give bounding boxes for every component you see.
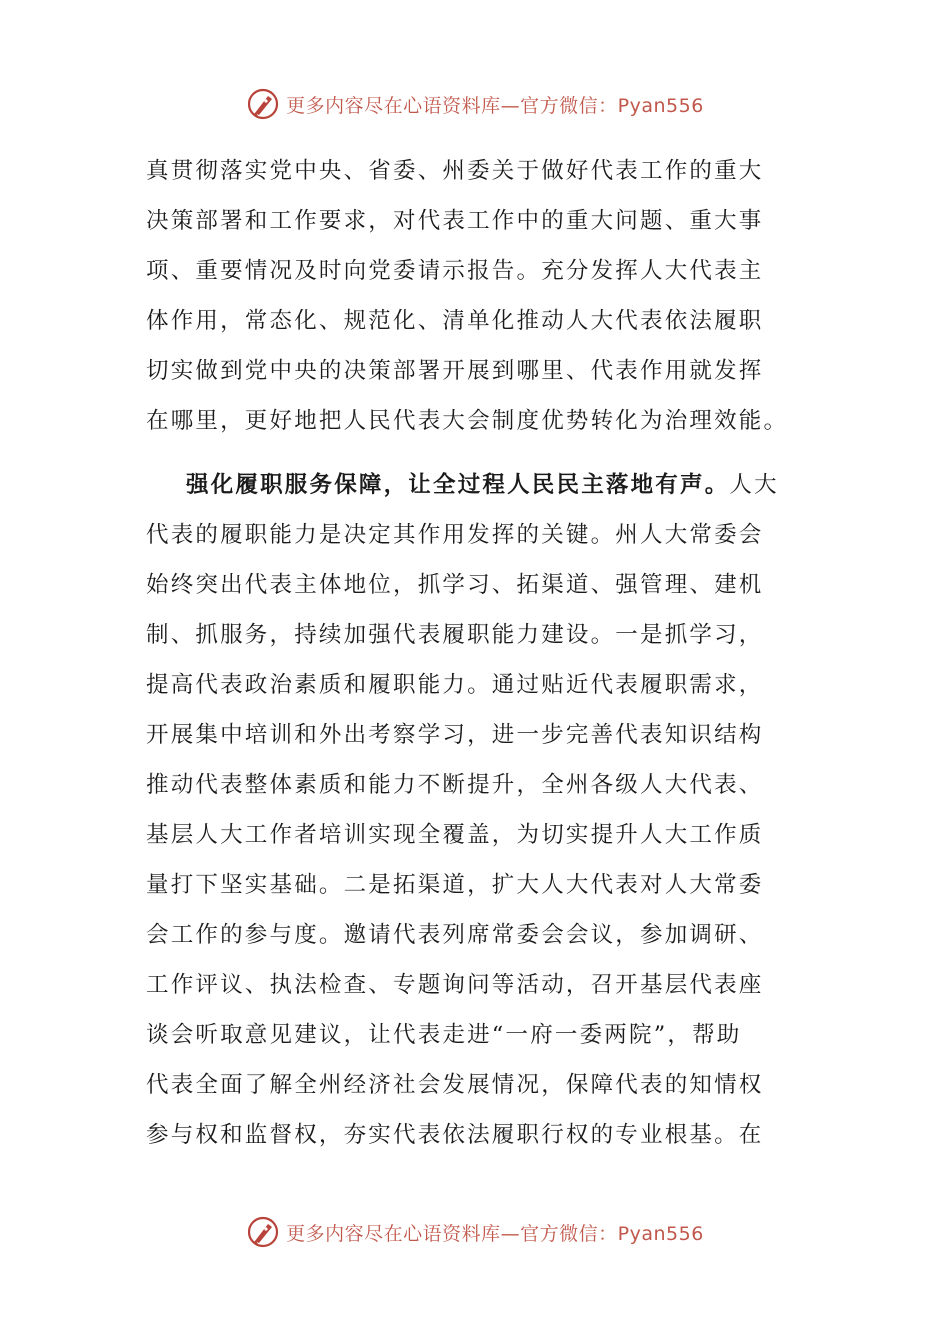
- text-line: 代表全面了解全州经济社会发展情况，保障代表的知情权: [146, 1072, 764, 1098]
- text-line: 谈会听取意见建议，让代表走进“一府一委两院”，帮助: [146, 1022, 742, 1048]
- header-banner: [0, 82, 950, 126]
- text-line: 开展集中培训和外出考察学习，进一步完善代表知识结构: [146, 722, 764, 748]
- text-line: 制、抓服务，持续加强代表履职能力建设。一是抓学习，: [146, 622, 764, 648]
- pen-nib-logo-icon: [246, 1215, 280, 1249]
- text-line: 推动代表整体素质和能力不断提升，全州各级人大代表、: [146, 772, 764, 798]
- text-line: 在哪里，更好地把人民代表大会制度优势转化为治理效能。: [146, 408, 789, 434]
- document-body: [146, 146, 806, 1160]
- paragraph-first-line: [146, 460, 806, 510]
- text-line: 始终突出代表主体地位，抓学习、拓渠道、强管理、建机: [146, 572, 764, 598]
- text-line: 基层人大工作者培训实现全覆盖，为切实提升人大工作质: [146, 822, 764, 848]
- footer-banner-text: 更多内容尽在心语资料库—官方微信：Pyan556: [286, 1222, 704, 1245]
- header-banner-text: 更多内容尽在心语资料库—官方微信：Pyan556: [286, 94, 704, 117]
- text-line: 决策部署和工作要求，对代表工作中的重大问题、重大事: [146, 208, 764, 234]
- text-line: 体作用，常态化、规范化、清单化推动人大代表依法履职: [146, 308, 764, 334]
- text-line: 项、重要情况及时向党委请示报告。充分发挥人大代表主: [146, 258, 764, 284]
- footer-banner: [0, 1210, 950, 1254]
- text-line: 代表的履职能力是决定其作用发挥的关键。州人大常委会: [146, 522, 764, 548]
- pen-nib-logo-icon: [246, 87, 280, 121]
- paragraph-first-line-rest: 人大: [729, 472, 779, 498]
- text-line: 参与权和监督权，夯实代表依法履职行权的专业根基。在: [146, 1122, 764, 1148]
- text-line: 提高代表政治素质和履职能力。通过贴近代表履职需求，: [146, 672, 764, 698]
- text-line: 量打下坚实基础。二是拓渠道，扩大人大代表对人大常委: [146, 872, 764, 898]
- text-line: 工作评议、执法检查、专题询问等活动，召开基层代表座: [146, 972, 764, 998]
- text-line: 会工作的参与度。邀请代表列席常委会会议，参加调研、: [146, 922, 764, 948]
- paragraph-heading: 强化履职服务保障，让全过程人民民主落地有声。: [186, 472, 730, 498]
- text-line: 真贯彻落实党中央、省委、州委关于做好代表工作的重大: [146, 158, 764, 184]
- text-line: 切实做到党中央的决策部署开展到哪里、代表作用就发挥: [146, 358, 764, 384]
